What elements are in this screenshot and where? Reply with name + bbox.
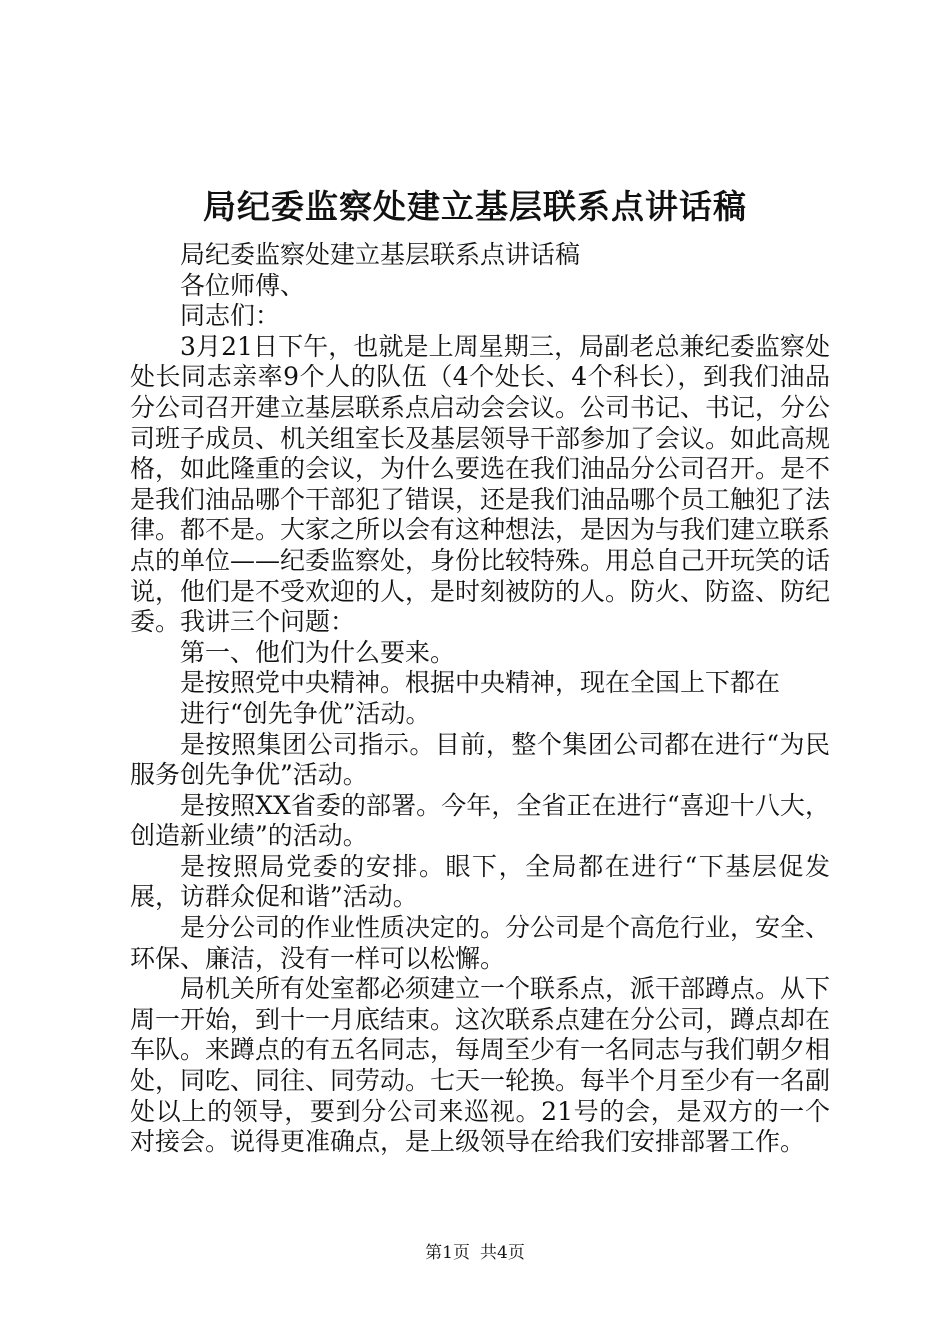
paragraph-intro: 3月21日下午，也就是上周星期三，局副老总兼纪委监察处处长同志亲率9个人的队伍（4个处长、4个科长），到我们油品分公司召开建立基层联系点启动会会议。公司书记、书记，分公司班子成员、机关组室长及基层领导干部参加了会议。如此高规格，如此隆重的会议，为什么要选在我们油品分公司召开。是不是我们油品哪个干部犯了错误，还是我们油品哪个员工触犯了法律。都不是。大家之所以会有这种想法，是因为与我们建立联系点的单位——纪委监察处，身份比较特殊。用总自己开玩笑的话说，他们是不受欢迎的人，是时刻被防的人。防火、防盗、防纪委。我讲三个问题： (130, 331, 831, 637)
paragraph-arrangement: 局机关所有处室都必须建立一个联系点，派干部蹲点。从下周一开始，到十一月底结束。这次联系点建在分公司，蹲点却在车队。来蹲点的有五名同志，每周至少有一名同志与我们朝夕相处，同吃、同往、同劳动。七天一轮换。每半个月至少有一名副处以上的领导，要到分公司来巡视。21号的会，是双方的一个对接会。说得更准确点，是上级领导在给我们安排部署工作。 (130, 974, 831, 1157)
paragraph-salutation-2: 同志们： (180, 301, 281, 331)
page-footer (0, 1241, 950, 1265)
paragraph-reason-4: 是按照局党委的安排。眼下，全局都在进行“下基层促发展，访群众促和谐”活动。 (130, 851, 830, 912)
paragraph-section-heading: 第一、他们为什么要来。 (180, 637, 456, 667)
paragraph-subtitle: 局纪委监察处建立基层联系点讲话稿 (180, 240, 581, 269)
document-title: 局纪委监察处建立基层联系点讲话稿 (203, 187, 747, 226)
document-body (130, 240, 830, 1158)
page-number: 第1页 (425, 1243, 470, 1263)
paragraph-reason-3: 是按照XX省委的部署。今年，全省正在进行“喜迎十八大，创造新业绩”的活动。 (130, 790, 830, 851)
paragraph-reason-1: 是按照党中央精神。根据中央精神，现在全国上下都在 (180, 668, 781, 698)
paragraph-reason-5: 是分公司的作业性质决定的。分公司是个高危行业，安全、环保、廉洁，没有一样可以松懈。 (130, 913, 831, 973)
paragraph-reason-1-cont: 进行“创先争优”活动。 (180, 698, 431, 728)
page-total: 共4页 (480, 1243, 525, 1263)
paragraph-reason-2: 是按照集团公司指示。目前，整个集团公司都在进行“为民服务创先争优”活动。 (130, 729, 830, 790)
paragraph-salutation-1: 各位师傅、 (180, 270, 306, 300)
